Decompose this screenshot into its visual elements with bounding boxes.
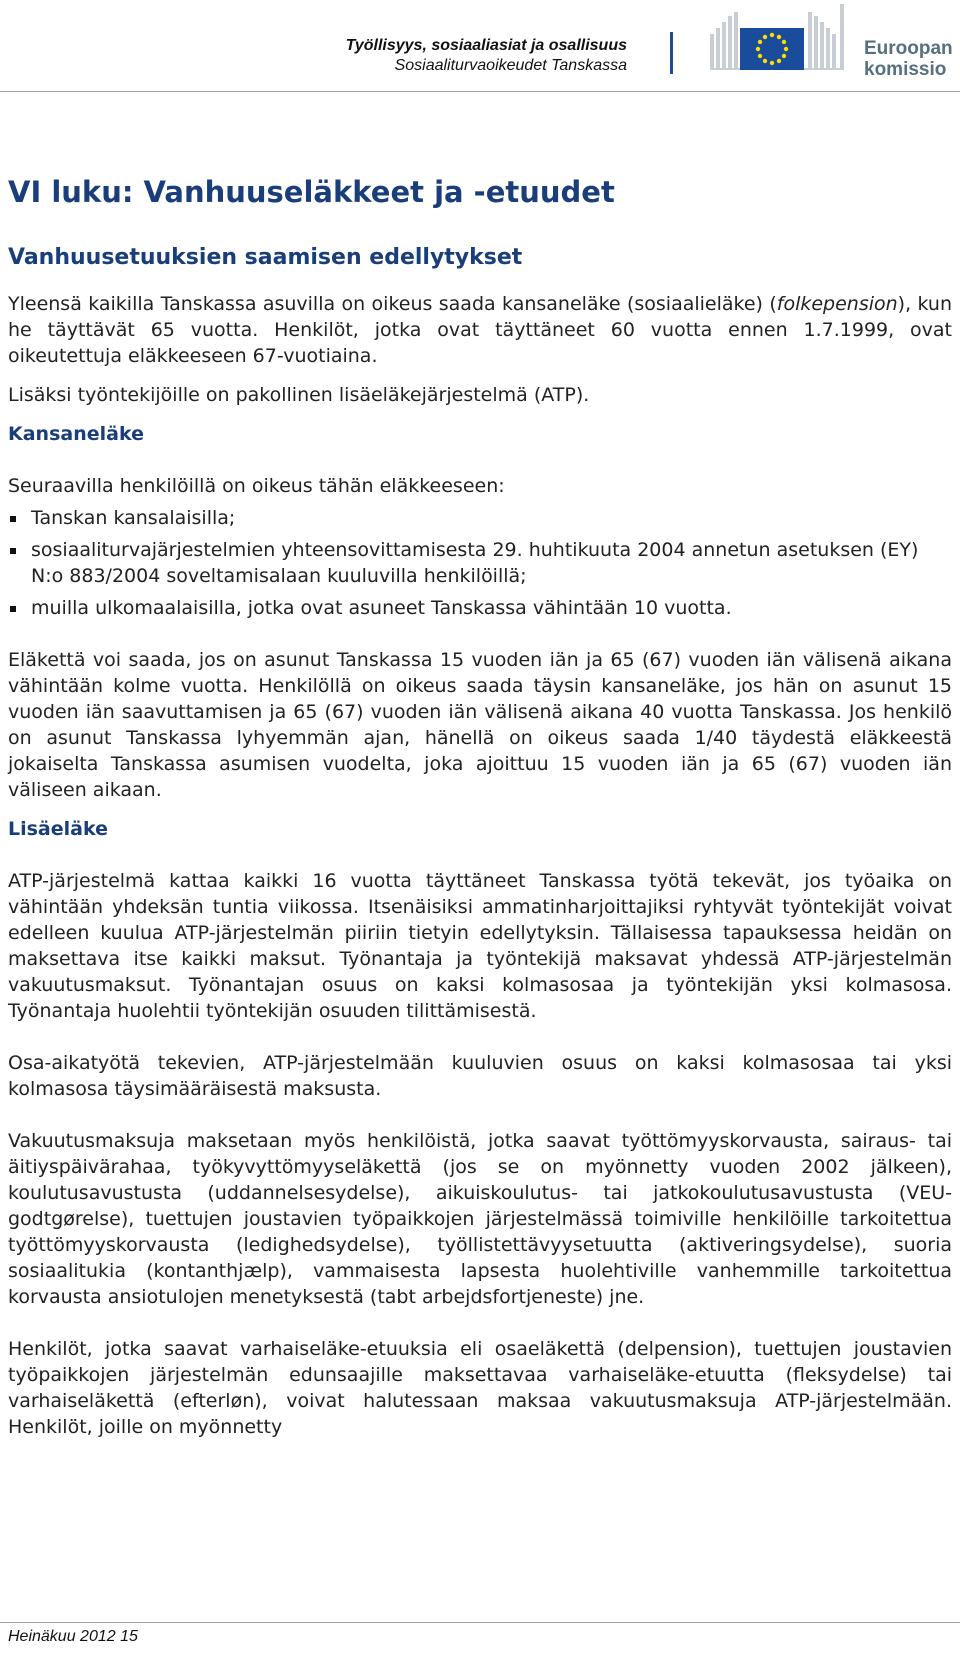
list-item: muilla ulkomaalaisilla, jotka ovat asuneet Tanskassa vähintään 10 vuotta. [8, 595, 952, 621]
atp-coverage-paragraph: ATP-järjestelmä kattaa kaikki 16 vuotta täyttäneet Tanskassa työtä tekevät, jos työaika on vähintään yhdeksän tuntia viikossa. Itsenäisiksi ammatinharjoittajiksi ryhtyvät työntekijät voivat edelleen kuulua ATP-järjestelmän piiriin tietyin edellytyksin. Tällaisessa tapauksessa heidän on maksettava itse kaikki maksut. Työnantaja ja työntekijä maksavat yhdessä ATP-järjestelmän vakuutusmaksut. Työnantajan osuus on kaksi kolmasosaa ja työntekijän yksi kolmasosa. Työnantaja huolehtii työntekijän osuuden tilittämisestä. [8, 870, 952, 1022]
footer-rule [0, 1622, 960, 1623]
page-footer: Heinäkuu 2012 15 [8, 1628, 138, 1645]
heading-lisaelake: Lisäeläke [8, 818, 108, 840]
early-retirement-paragraph: Henkilöt, jotka saavat varhaiseläke-etuuksia eli osaeläkettä (delpension), tuettujen joustavien työpaikkojen järjestelmän edunsaajille maksettavaa varhaiseläke-etuutta (fleksydelse) tai varhaiseläkettä (efterløn), voivat halutessaan maksaa vakuutusmaksuja ATP-järjestelmään. Henkilöt, joille on myönnetty [8, 1338, 952, 1438]
header-text [346, 36, 627, 76]
eligibility-lead: Seuraavilla henkilöillä on oikeus tähän eläkkeeseen: [8, 475, 505, 497]
residence-paragraph: Eläkettä voi saada, jos on asunut Tanskassa 15 vuoden iän ja 65 (67) vuoden iän välisenä aikana vähintään kolme vuotta. Henkilöllä on oikeus saada täysin kansaneläke, jos hän on asunut 15 vuoden iän saavuttamisen ja 65 (67) vuoden iän välisenä aikana 40 vuotta Tanskassa. Jos henkilö on asunut Tanskassa lyhyemmän ajan, hänellä on oikeus saada 1/40 täydestä eläkkeestä jokaiselta Tanskassa asumisen vuodelta, joka ajoittuu 15 vuoden iän ja 65 (67) vuoden iän väliseen aikaan. [8, 649, 952, 801]
chapter-title: VI luku: Vanhuuseläkkeet ja -etuudet [8, 175, 615, 209]
header-directorate: Työllisyys, sosiaaliasiat ja osallisuus [345, 37, 627, 54]
list-item: sosiaaliturvajärjestelmien yhteensovittamisesta 29. huhtikuuta 2004 annetun asetuksen (EY) N:o 883/2004 soveltamisalaan kuuluvilla henkilöillä; [8, 537, 952, 589]
heading-kansanelake: Kansaneläke [8, 423, 144, 445]
page-header [0, 0, 960, 92]
document-body [8, 170, 952, 1440]
section-subtitle: Vanhuusetuuksien saamisen edellytykset [8, 245, 523, 270]
header-divider [670, 32, 673, 74]
european-commission-logo [710, 2, 856, 72]
contributions-paragraph: Vakuutusmaksuja maksetaan myös henkilöistä, jotka saavat työttömyyskorvausta, sairaus- tai äitiyspäivärahaa, työkyvyttömyyseläkettä (jos se on myönnetty vuoden 2002 jälkeen), koulutusavustusta (uddannelsesydelse), aikuiskoulutus- tai jatkokoulutusavustusta (VEU-godtgørelse), tuettujen joustavien työpaikkojen järjestelmässä toimiville henkilöille tarkoitettua työttömyyskorvausta (ledighedsydelse), työllistettävyysetuutta (aktiveringsydelse), suoria sosiaalitukia (kontanthjælp), vammaisesta lapsesta huolehtiville vanhemmille tarkoitettua korvausta ansiotulojen menetyksestä (tabt arbejdsfortjeneste) jne. [8, 1130, 952, 1308]
part-time-paragraph: Osa-aikatyötä tekevien, ATP-järjestelmään kuuluvien osuus on kaksi kolmasosaa tai yksi kolmasosa täysimääräisestä maksusta. [8, 1052, 952, 1100]
list-item: Tanskan kansalaisilla; [8, 505, 952, 531]
header-rule [0, 91, 960, 92]
header-publication: Sosiaaliturvaoikeudet Tanskassa [394, 57, 627, 74]
intro-paragraph: Yleensä kaikilla Tanskassa asuvilla on oikeus saada kansaneläke (sosiaalieläke) (folkepension), kun he täyttävät 65 vuotta. Henkilöt, jotka ovat täyttäneet 60 vuotta ennen 1.7.1999, ovat oikeutettuja eläkkeeseen 67-vuotiaina. [8, 293, 952, 367]
ec-name: Euroopan komissio [864, 38, 953, 80]
intro-atp-paragraph: Lisäksi työntekijöille on pakollinen lisäeläkejärjestelmä (ATP). [8, 384, 590, 406]
eligibility-list [8, 505, 952, 621]
